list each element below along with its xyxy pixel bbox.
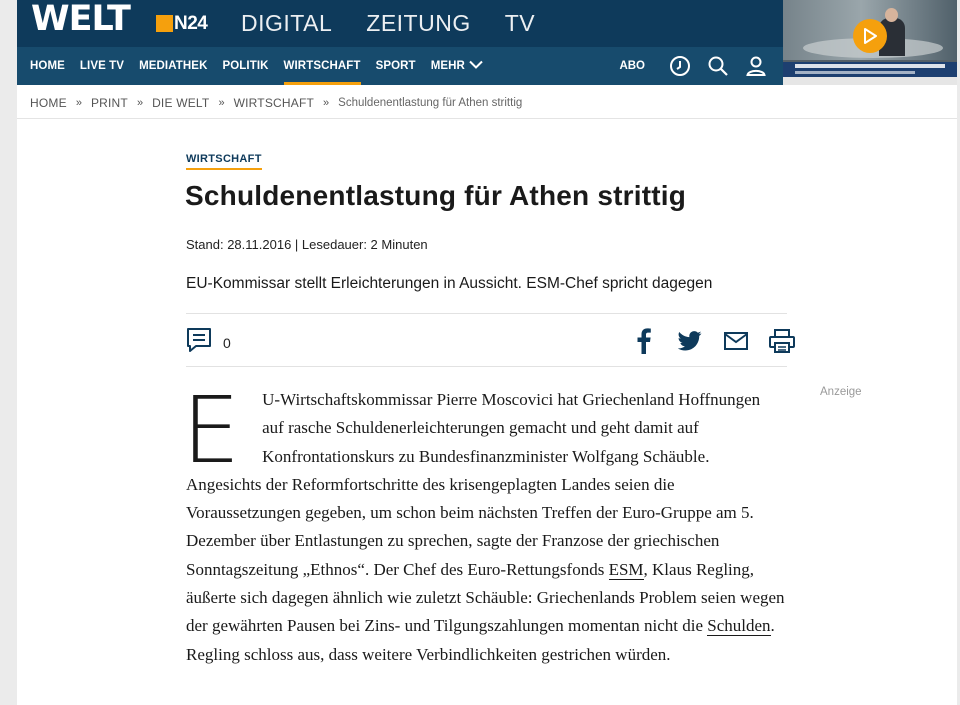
article-body-text: , Klaus Regling, äußerte sich dagegen ähnlich wie zuletzt Schäuble: Griechenlands Problem seien wegen der gewährten Pausen bei Zins- und Tilgungszahlungen momentan nicht die <box>186 559 785 636</box>
breadcrumb-separator: » <box>136 97 144 109</box>
facebook-icon[interactable] <box>630 326 658 356</box>
breadcrumb-divider <box>17 118 957 119</box>
share-icons <box>630 326 796 356</box>
n24-logo[interactable] <box>156 14 207 33</box>
print-icon[interactable] <box>768 326 796 356</box>
search-icon[interactable] <box>699 47 737 85</box>
comment-count: 0 <box>223 334 231 351</box>
top-link-digital[interactable]: DIGITAL <box>241 10 333 36</box>
nav-politik[interactable]: POLITIK <box>222 60 269 72</box>
twitter-icon[interactable] <box>676 326 704 356</box>
main-navigation <box>17 47 783 85</box>
n24-logo-text: N24 <box>174 13 208 34</box>
ad-label: Anzeige <box>820 386 862 398</box>
breadcrumb-separator: » <box>323 97 330 109</box>
breadcrumb-separator: » <box>75 97 82 109</box>
share-bar-divider-top <box>186 313 787 314</box>
article-headline: Schuldenentlastung für Athen strittig <box>185 180 687 211</box>
top-link-zeitung[interactable]: ZEITUNG <box>366 10 471 36</box>
nav-wirtschaft[interactable]: WIRTSCHAFT <box>284 47 361 85</box>
nav-mediathek[interactable]: MEDIATHEK <box>139 60 208 72</box>
clock-icon[interactable] <box>661 47 699 85</box>
article-body-text: . Regling schloss aus, dass weitere Verbindlichkeiten gestrichen würden. <box>186 616 775 664</box>
top-header <box>17 0 783 47</box>
welt-logo[interactable]: WELT <box>31 0 130 39</box>
breadcrumb-wirtschaft[interactable]: WIRTSCHAFT <box>233 96 315 110</box>
article-kicker[interactable]: WIRTSCHAFT <box>186 153 262 170</box>
breadcrumb <box>30 96 522 110</box>
video-ticker-line <box>795 64 945 68</box>
user-icon[interactable] <box>737 47 775 85</box>
breadcrumb-die-welt[interactable]: DIE WELT <box>152 96 210 110</box>
article-body-text: U-Wirtschaftskommissar Pierre Moscovici hat Griechenland Hoffnungen auf rasche Schuldenerleichterungen gemacht und geht damit auf Konfrontationskurs zu Bundesfinanzminister Wolfgang Schäuble. Angesichts der Reformfortschritte des krisengeplagten Landes seien die Voraussetzungen gegeben, um schon beim nächsten Treffen der Euro-Gruppe am 5. Dezember über Entlastungen zu sprechen, sagte der Franzose der griechischen Sonntagszeitung „Ethnos“. Der Chef des Euro-Rettungsfonds <box>186 390 761 579</box>
nav-mehr[interactable] <box>431 47 483 85</box>
breadcrumb-home[interactable]: HOME <box>30 96 67 110</box>
comments-button[interactable] <box>186 327 231 358</box>
nav-mehr-label: MEHR <box>430 60 465 72</box>
mail-icon[interactable] <box>722 326 750 356</box>
n24-logo-square <box>156 15 173 32</box>
article-meta: Stand: 28.11.2016 | Lesedauer: 2 Minuten <box>186 237 428 252</box>
chevron-down-icon <box>469 60 483 72</box>
live-tv-video-thumbnail[interactable] <box>783 0 957 85</box>
breadcrumb-print[interactable]: PRINT <box>90 96 128 110</box>
nav-live-tv[interactable]: LIVE TV <box>79 60 125 72</box>
article-teaser: EU-Kommissar stellt Erleichterungen in Aussicht. ESM-Chef spricht dagegen <box>186 275 713 292</box>
comment-icon <box>186 327 212 358</box>
abo-link[interactable]: ABO <box>619 60 645 72</box>
top-links <box>241 10 535 37</box>
play-icon[interactable] <box>853 19 887 53</box>
video-ticker-line-2 <box>795 71 915 74</box>
esm-link[interactable]: ESM <box>608 559 644 579</box>
share-bar-divider-bottom <box>186 366 787 367</box>
article-dropcap: E <box>182 377 241 484</box>
video-presenter-head <box>885 8 898 22</box>
nav-home[interactable]: HOME <box>30 60 65 72</box>
nav-sport[interactable]: SPORT <box>375 60 416 72</box>
article-body <box>182 377 786 669</box>
top-link-tv[interactable]: TV <box>504 10 536 36</box>
video-bottom-bar <box>783 77 957 85</box>
schulden-link[interactable]: Schulden <box>707 616 771 636</box>
breadcrumb-separator: » <box>218 97 225 109</box>
breadcrumb-current: Schuldenentlastung für Athen strittig <box>338 97 523 109</box>
